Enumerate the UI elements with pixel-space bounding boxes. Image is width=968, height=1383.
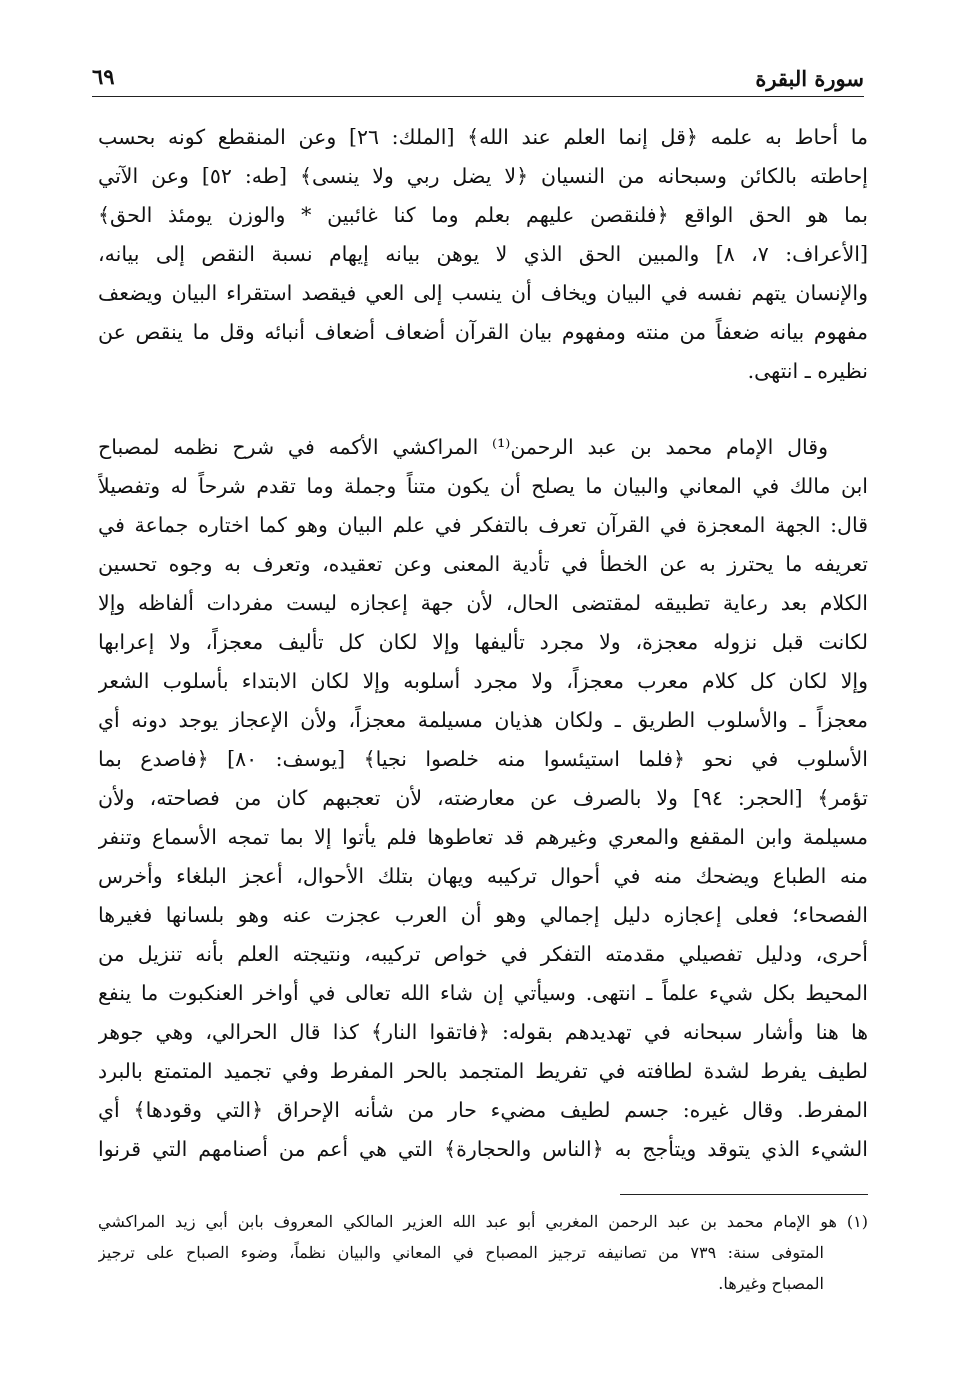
footnote-line: (١) هو الإمام محمد بن عبد الرحمن المغربي أبو عبد الله العزير المالكي المعروف بابن أبي زيد المراكشي	[98, 1212, 868, 1231]
page-number: ٦٩	[92, 64, 115, 89]
text-line: ابن مالك في المعاني والبيان ما يصلح أن يكون متناً وجملة وما تقدم شرحاً له وتفصيلاً	[98, 474, 868, 498]
text-line: لطيف يفرط لشدة لطافته في تفريط المتجمد بالحر المفرط وفي تجميد المتمتع بالبرد	[98, 1059, 868, 1083]
text-line: الكلام بعد رعاية تطبيقه لمقتضى الحال، لأن جهة إعجازه ليست مفردات ألفاظه وإلا	[98, 591, 868, 615]
footnote-line: المصباح وغيرها.	[718, 1274, 824, 1293]
text-line: تؤمر﴾ [الحجر: ٩٤] ولا بالصرف عن معارضته، لأن تعجبهم كان من فصاحته، ولأن	[98, 786, 868, 810]
text-line: [الأعراف: ٧، ٨] والمبين الحق الذي لا يوهن بيانه إيهام نسبة النقص إلى بيانه،	[98, 242, 868, 266]
text-line: ها هنا وأشار سبحانه في تهديدهم بقوله: ﴿فاتقوا النار﴾ كذا قال الحرالي، وهي جوهر	[98, 1020, 868, 1044]
text-line: قال: الجهة المعجزة في القرآن تعرف بالتفكر في علم البيان وهو كما اختاره جماعة في	[98, 513, 868, 537]
paragraph-2	[98, 428, 868, 1169]
text-line: معجزاً ـ والأسلوب الطريق ـ ولكان هذيان مسيلمة معجزاً، ولأن الإعجاز يوجد دونه أي	[98, 708, 868, 732]
text-line: لكانت قبل نزوله معجزة، ولا مجرد تأليفها وإلا لكان كل تأليف معجزاً، ولا إعرابها	[98, 630, 868, 654]
text-line: الأسلوب في نحو ﴿فلما استيئسوا منه خلصوا نجيا﴾ [يوسف: ٨٠] ﴿فاصدع بما	[98, 747, 868, 771]
text-line: مفهوم بيانه ضعفاً من منته ومفهوم بيان القرآن أضعاف أضعاف أنبائه وقل ما ينقص عن	[98, 320, 868, 344]
header-divider	[92, 96, 864, 97]
text-line: منه الطباع ويضحك منه في أحوال تركيبه ويهان بتلك الأحوال، أعجز البلغاء وأخرس	[98, 864, 868, 888]
text-line: إحاطته بالكائن وسبحانه من النسيان ﴿لا يضل ربي ولا ينسى﴾ [طه: ٥٢] وعن الآتي	[98, 164, 868, 188]
text-line: المفرط. وقال غيره: جسم لطيف مضيء حار من شأنه الإحراق ﴿التي وقودها﴾ أي	[98, 1098, 868, 1122]
text-line: الفصحاء؛ فعلى إعجازه دليل إجمالي وهو أن العرب عجزت عنه وهو بلسانها فغيرها	[98, 903, 868, 927]
text-line: نظيره ـ انتهى.	[747, 359, 868, 383]
text-line: بما هو الحق الواقع ﴿فلنقصن عليهم بعلم وما كنا غائبين * والوزن يومئذ الحق﴾	[98, 203, 868, 227]
text-line: أحرى، ودليل تفصيلي مقدمته التفكر في خواص تركيبه، ونتيجته العلم بأنه تنزيل من	[98, 942, 868, 966]
text-line: وإلا لكان كل كلام معرب معجزاً، ولا مجرد أسلوبه وإلا لكان الابتداء بأسلوب الشعر	[98, 669, 868, 693]
text-line: تعريفه ما يحترز به عن الخطأ في تأدية المعنى وعن تعقيده، وتعرف به وجوه تحسين	[98, 552, 868, 576]
surah-title: سورة البقرة	[755, 66, 864, 91]
footnote-divider	[620, 1194, 868, 1195]
text-line: وقال الإمام محمد بن عبد الرحمن⁽¹⁾ المراكشي الأكمه في شرح نظمه لمصباح	[98, 435, 828, 459]
text-line: المحيط بكل شيء علماً ـ انتهى. وسيأتي إن شاء الله تعالى في أواخر العنكبوت ما ينفع	[98, 981, 868, 1005]
running-header	[92, 60, 864, 94]
text-line: الشيء الذي يتوقد ويتأجج به ﴿الناس والحجارة﴾ التي هي أعم من أصنامهم التي قرنوا	[98, 1137, 868, 1161]
footnote-line: المتوفى سنة: ٧٣٩ من تصانيفه ترجيز المصباح في المعاني والبيان نظماً، وضوء الصباح على ترجيز	[98, 1243, 824, 1262]
text-line: مسيلمة وابن المقفع والمعري وغيرهم قد تعاطوها فلم يأتوا إلا بما تمجه الأسماع وتنفر	[98, 825, 868, 849]
text-line: والإنسان يتهم نفسه في البيان ويخاف أن ينسب إلى العي فيقصد استقراء البيان ويضعف	[98, 281, 868, 305]
footnote	[98, 1206, 868, 1299]
paragraph-1	[98, 118, 868, 391]
text-line: ما أحاط به علمه ﴿قل إنما العلم عند الله﴾ [الملك: ٢٦] وعن المنقطع كونه بحسب	[98, 125, 868, 149]
